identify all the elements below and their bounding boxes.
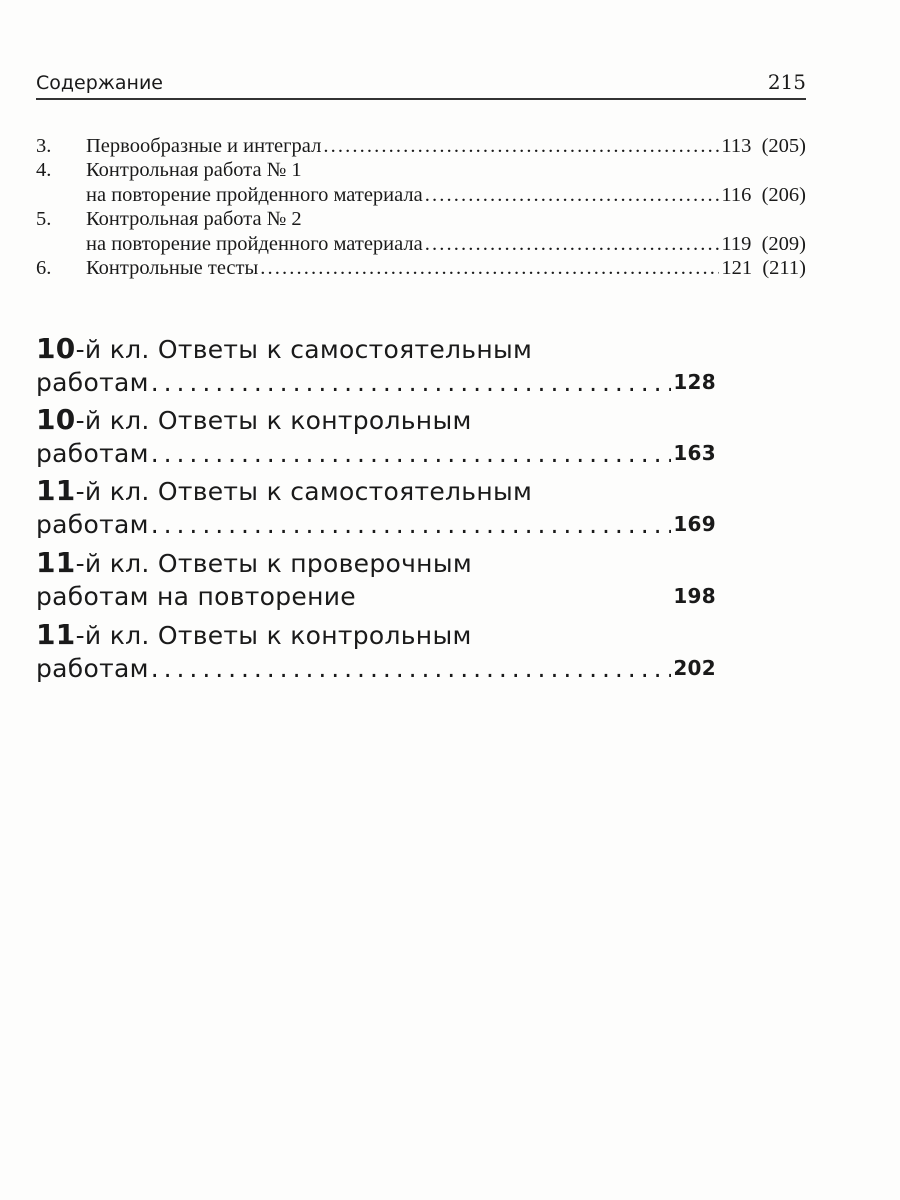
toc-section: 10-й кл. Ответы к самостоятельным работам . . . 128 <box>36 332 716 399</box>
entry-number: 5. <box>36 208 52 230</box>
entry-page: 113 (205) <box>721 134 806 157</box>
header-page-number: 215 <box>767 70 806 94</box>
entry-number: 3. <box>36 134 52 157</box>
entry-number: 6. <box>36 257 52 279</box>
toc-entry-cont <box>36 182 806 207</box>
entry-title: на повторение пройденного материала <box>86 232 423 255</box>
entry-page: 116 (206) <box>721 183 806 206</box>
toc-entry <box>36 256 806 281</box>
toc-section: 10-й кл. Ответы к контрольным работам . . . 163 <box>36 403 716 470</box>
entry-number: 4. <box>36 159 52 181</box>
header-title: Содержание <box>36 72 163 94</box>
dot-leader <box>323 135 719 158</box>
toc-entry-cont <box>36 231 806 256</box>
running-header <box>36 70 806 100</box>
entry-title: Контрольная работа № 1 <box>86 159 302 181</box>
section-page: 169 <box>673 512 716 536</box>
section-page: 128 <box>673 370 716 394</box>
entry-title: Контрольные тесты <box>86 257 259 279</box>
toc-section: 11-й кл. Ответы к проверочным работам на повторение 198 <box>36 546 716 611</box>
section-page: 163 <box>673 441 716 465</box>
toc-entries <box>36 133 806 280</box>
entry-page: 121 (211) <box>721 257 806 279</box>
dot-leader <box>425 233 720 256</box>
entry-title: Контрольная работа № 2 <box>86 208 302 230</box>
toc-entry <box>36 133 806 158</box>
entry-title: Первообразные и интеграл <box>86 134 322 157</box>
section-page: 198 <box>673 584 716 608</box>
toc-section: 11-й кл. Ответы к самостоятельным работам . . . 169 <box>36 474 716 541</box>
entry-page: 119 (209) <box>721 232 806 255</box>
entry-title: на повторение пройденного материала <box>86 183 423 206</box>
toc-entry <box>36 207 806 232</box>
section-page: 202 <box>673 656 716 680</box>
dot-leader <box>425 184 720 207</box>
dot-leader <box>260 257 719 280</box>
toc-entry <box>36 158 806 183</box>
toc-section: 11-й кл. Ответы к контрольным работам . . . 202 <box>36 618 716 685</box>
